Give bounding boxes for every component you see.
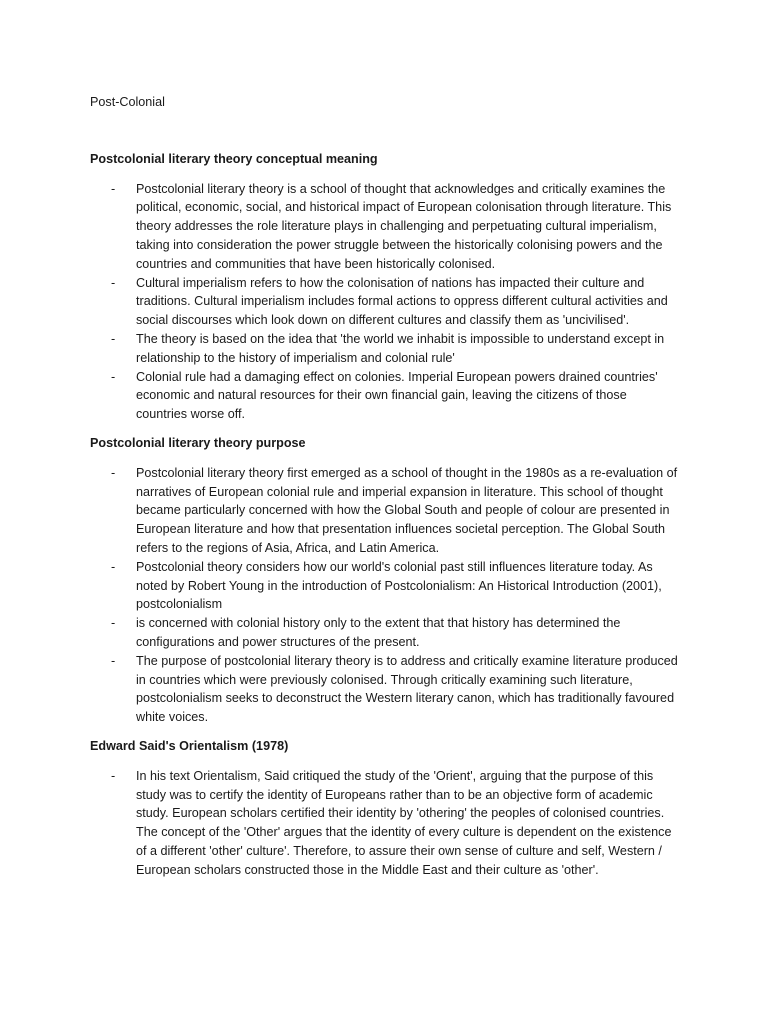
list-item-text: The purpose of postcolonial literary theory is to address and critically examine literature produced in countries which were previously colonised. Through critically examining such literature, postcolonialism seeks to deconstruct the Western literary canon, which has traditionally favoured white voices. — [136, 653, 678, 725]
bullet-dash: - — [111, 369, 116, 384]
list-item-text: Postcolonial theory considers how our world's colonial past still influences literature today. As noted by Robert Young in the introduction of Postcolonialism: An Historical Introduction (2001), postcolonialism — [136, 559, 662, 612]
list-item-text: is concerned with colonial history only to the extent that that history has determined the configurations and power structures of the present. — [136, 616, 621, 649]
list-item — [90, 330, 678, 368]
list-item — [90, 274, 678, 330]
bullet-dash: - — [111, 181, 116, 196]
list-item — [90, 767, 678, 880]
bullet-list — [90, 180, 678, 424]
section-purpose — [90, 434, 678, 727]
section-heading: Edward Said's Orientalism (1978) — [90, 738, 289, 753]
list-item-text: Cultural imperialism refers to how the colonisation of nations has impacted their culture and traditions. Cultural imperialism includes formal actions to oppress different cultural activities and social discourses which look down on different cultures and classify them as 'uncivilised'. — [136, 275, 668, 328]
section-heading: Postcolonial literary theory conceptual meaning — [90, 151, 378, 166]
list-item — [90, 368, 678, 424]
bullet-list — [90, 464, 678, 727]
list-item-text: In his text Orientalism, Said critiqued the study of the 'Orient', arguing that the purpose of this study was to certify the identity of Europeans rather than to be an objective form of academic study. European scholars certified their identity by 'othering' the peoples of colonised countries. The concept of the 'Other' argues that the identity of every culture is dependent on the existence of a different 'other' culture'. Therefore, to assure their own sense of culture and self, Western / European scholars constructed those in the Middle East and their culture as 'other'. — [136, 768, 672, 877]
section-heading: Postcolonial literary theory purpose — [90, 435, 306, 450]
list-item-text: Postcolonial literary theory first emerged as a school of thought in the 1980s as a re-evaluation of narratives of European colonial rule and imperial expansion in literature. This school of thought became particularly concerned with how the Global South and people of colour are presented in European literature and how that presentation influences societal perception. The Global South refers to the regions of Asia, Africa, and Latin America. — [136, 465, 678, 555]
list-item-text: The theory is based on the idea that 'the world we inhabit is impossible to understand except in relationship to the history of imperialism and colonial rule' — [136, 331, 665, 365]
list-item-text: Colonial rule had a damaging effect on colonies. Imperial European powers drained countries' economic and natural resources for their own financial gain, leaving the citizens of those countries worse off. — [136, 369, 658, 422]
document-title: Post-Colonial — [90, 95, 165, 109]
bullet-dash: - — [111, 653, 116, 668]
list-item — [90, 614, 678, 652]
bullet-dash: - — [111, 275, 116, 290]
section-orientalism — [90, 737, 678, 880]
list-item-text: Postcolonial literary theory is a school of thought that acknowledges and critically examines the political, economic, social, and historical impact of European colonisation through literature. This theory addresses the role literature plays in challenging and perpetuating cultural imperialism, taking into consideration the power struggle between the historically colonising powers and the countries and communities that have been historically colonised. — [136, 181, 672, 271]
section-conceptual-meaning — [90, 150, 678, 424]
bullet-dash: - — [111, 768, 116, 783]
list-item — [90, 558, 678, 614]
list-item — [90, 464, 678, 558]
bullet-dash: - — [111, 465, 116, 480]
bullet-dash: - — [111, 331, 116, 346]
bullet-dash: - — [111, 616, 116, 631]
bullet-list — [90, 767, 678, 880]
list-item — [90, 652, 678, 727]
list-item — [90, 180, 678, 274]
bullet-dash: - — [111, 559, 116, 574]
